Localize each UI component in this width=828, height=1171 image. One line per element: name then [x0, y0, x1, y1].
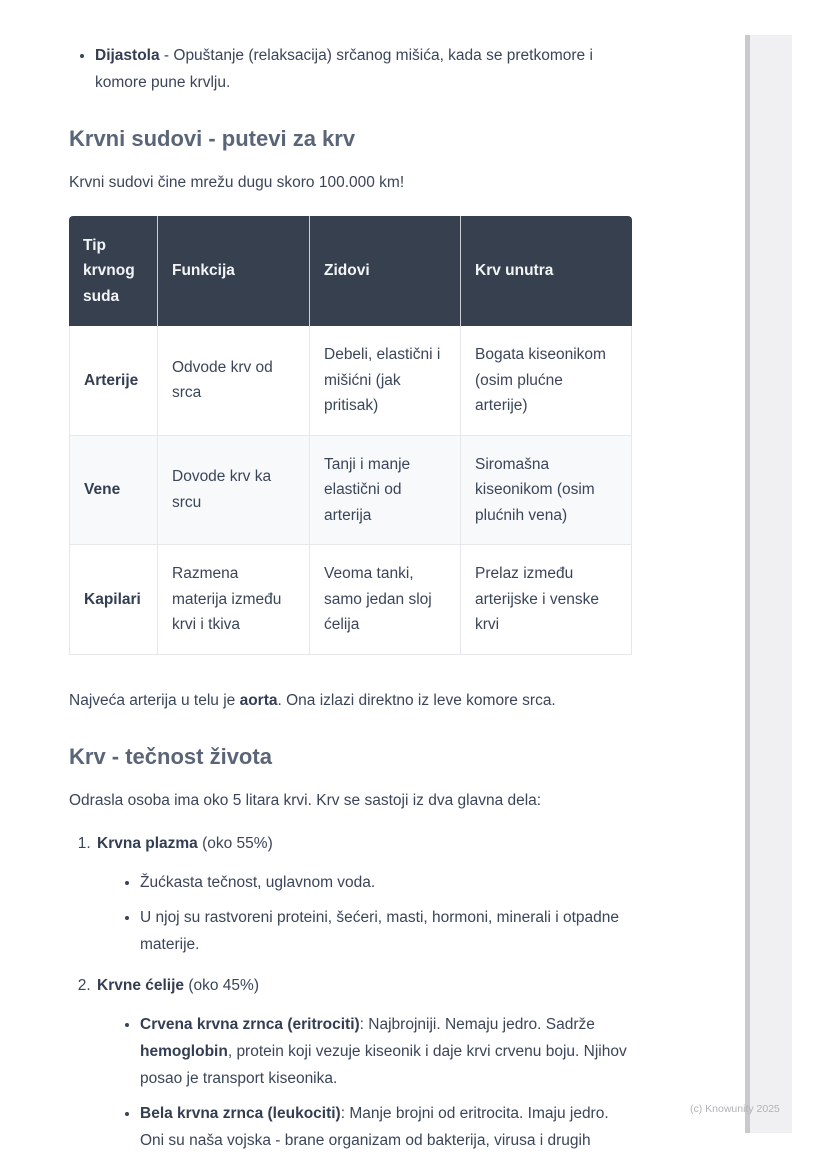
sub-item-text: U njoj su rastvoreni proteini, šećeri, masti, hormoni, minerali i otpadne materije. [140, 908, 619, 953]
sub-item-term: Crvena krvna zrnca (eritrociti) [140, 1015, 360, 1033]
aorta-paragraph [69, 687, 635, 714]
table-row-vene [69, 436, 632, 546]
cell-zidovi: Tanji i manje elastični od arterija [309, 436, 460, 546]
aorta-text-post: . Ona izlazi direktno iz leve komore srca. [277, 691, 556, 709]
section2-intro-paragraph: Odrasla osoba ima oko 5 litara krvi. Krv se sastoji iz dva glavna dela: [69, 791, 542, 809]
item-term: Krvna plazma [97, 834, 198, 852]
column-header-krv-unutra: Krv unutra [460, 216, 632, 326]
scrollbar-track[interactable] [745, 35, 792, 1133]
list-item [95, 42, 635, 96]
sub-item-term-2: hemoglobin [140, 1042, 228, 1060]
column-header-zidovi: Zidovi [309, 216, 460, 326]
sub-item [140, 869, 635, 896]
table-header-row [69, 216, 632, 326]
aorta-bold: aorta [239, 691, 278, 709]
sub-item-text: Žućkasta tečnost, uglavnom voda. [140, 873, 376, 891]
cell-type: Arterije [69, 326, 157, 436]
diastole-list [69, 42, 635, 96]
blood-components-list [69, 830, 635, 1154]
term-dijastola: Dijastola [95, 47, 160, 64]
sub-item-text-2: , protein koji vezuje kiseonik i daje krvi crvenu boju. Njihov posao je transport kiseonika. [140, 1042, 627, 1087]
cell-krv: Siromašna kiseonikom (osim plućnih vena) [460, 436, 632, 546]
blood-vessels-table [69, 216, 632, 655]
copyright-watermark: (c) Knowunity 2025 [690, 1103, 780, 1115]
cell-type: Vene [69, 436, 157, 546]
item-rest: (oko 45%) [184, 976, 259, 994]
note-content [69, 42, 635, 1168]
cell-zidovi: Veoma tanki, samo jedan sloj ćelija [309, 545, 460, 655]
sub-item-text: : Najbrojniji. Nemaju jedro. Sadrže [359, 1015, 595, 1033]
table-row-kapilari [69, 545, 632, 655]
cell-zidovi: Debeli, elastični i mišićni (jak pritisak) [309, 326, 460, 436]
section1-intro-paragraph: Krvni sudovi čine mrežu dugu skoro 100.000 km! [69, 174, 405, 191]
item-rest: (oko 55%) [197, 834, 273, 852]
term-dijastola-text: - Opuštanje (relaksacija) srčanog mišića, kada se pretkomore i komore pune krvlju. [95, 47, 593, 91]
table-row-arterije [69, 326, 632, 436]
list-item-plazma [95, 830, 635, 958]
item-term: Krvne ćelije [97, 976, 185, 994]
plazma-sublist [97, 869, 635, 958]
cell-funkcija: Razmena materija između krvi i tkiva [157, 545, 309, 655]
cell-funkcija: Odvode krv od srca [157, 326, 309, 436]
section-heading-krv: Krv - tečnost života [69, 743, 272, 769]
sub-item-leukociti [140, 1100, 635, 1154]
cell-krv: Prelaz između arterijske i venske krvi [460, 545, 632, 655]
aorta-text-pre: Najveća arterija u telu je [69, 691, 240, 709]
cell-type: Kapilari [69, 545, 157, 655]
cell-krv: Bogata kiseonikom (osim plućne arterije) [460, 326, 632, 436]
sub-item-term: Bela krvna zrnca (leukociti) [140, 1104, 341, 1122]
list-item-celije [95, 972, 635, 1154]
sub-item-text: : Manje brojni od eritrocita. Imaju jedro. Oni su naša vojska - brane organizam od bakterija, virusa i drugih [140, 1104, 609, 1149]
column-header-tip: Tip krvnog suda [69, 216, 157, 326]
section-heading-krvni-sudovi: Krvni sudovi - putevi za krv [69, 126, 356, 151]
sub-item [140, 904, 635, 958]
celije-sublist [97, 1011, 635, 1154]
column-header-funkcija: Funkcija [157, 216, 309, 326]
sub-item-eritrociti [140, 1011, 635, 1092]
cell-funkcija: Dovode krv ka srcu [157, 436, 309, 546]
